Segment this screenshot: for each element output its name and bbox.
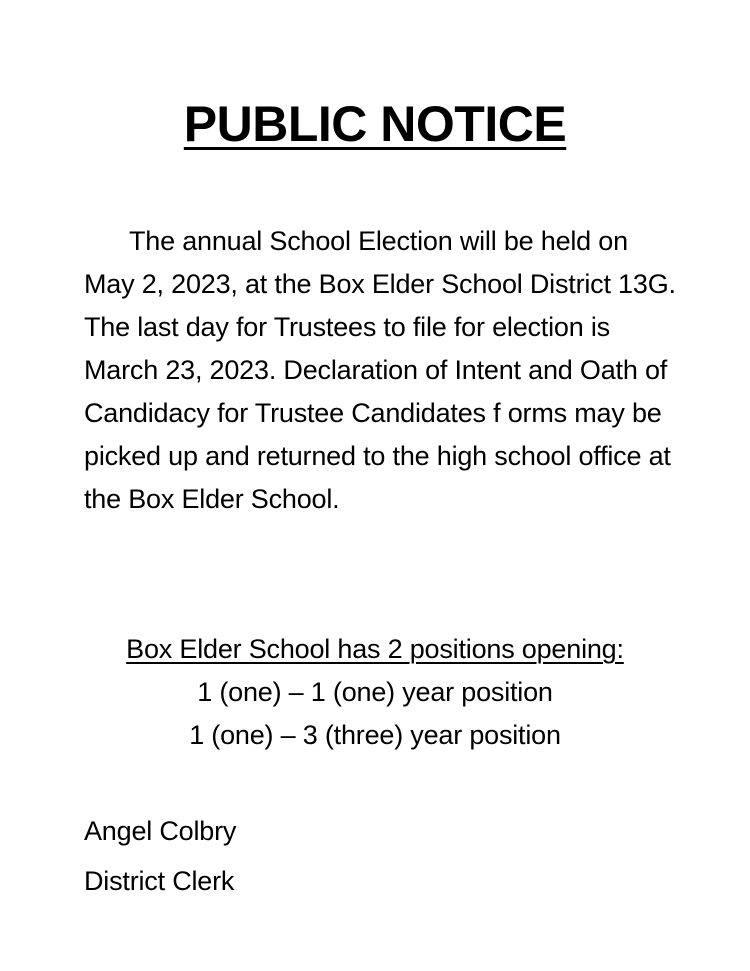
positions-heading: Box Elder School has 2 positions opening:: [126, 634, 624, 664]
signature-role: District Clerk: [84, 866, 235, 896]
signature-name: Angel Colbry: [84, 816, 237, 846]
notice-title-text: PUBLIC NOTICE: [183, 96, 567, 152]
position-item-one-year: 1 (one) – 1 (one) year position: [197, 677, 553, 707]
notice-title: [0, 92, 750, 156]
position-item-three-year: 1 (one) – 3 (three) year position: [189, 720, 561, 750]
signature-block: [84, 806, 236, 906]
notice-body: The annual School Election will be held on May 2, 2023, at the Box Elder School District 13G. The last day for Trustees to file for election is March 23, 2023. Declaration of Intent and Oath of Candidacy for Trustee Candidates f orms may be picked up and returned to the high school office at the Box Elder School.: [84, 226, 676, 514]
positions-section: [0, 628, 750, 757]
